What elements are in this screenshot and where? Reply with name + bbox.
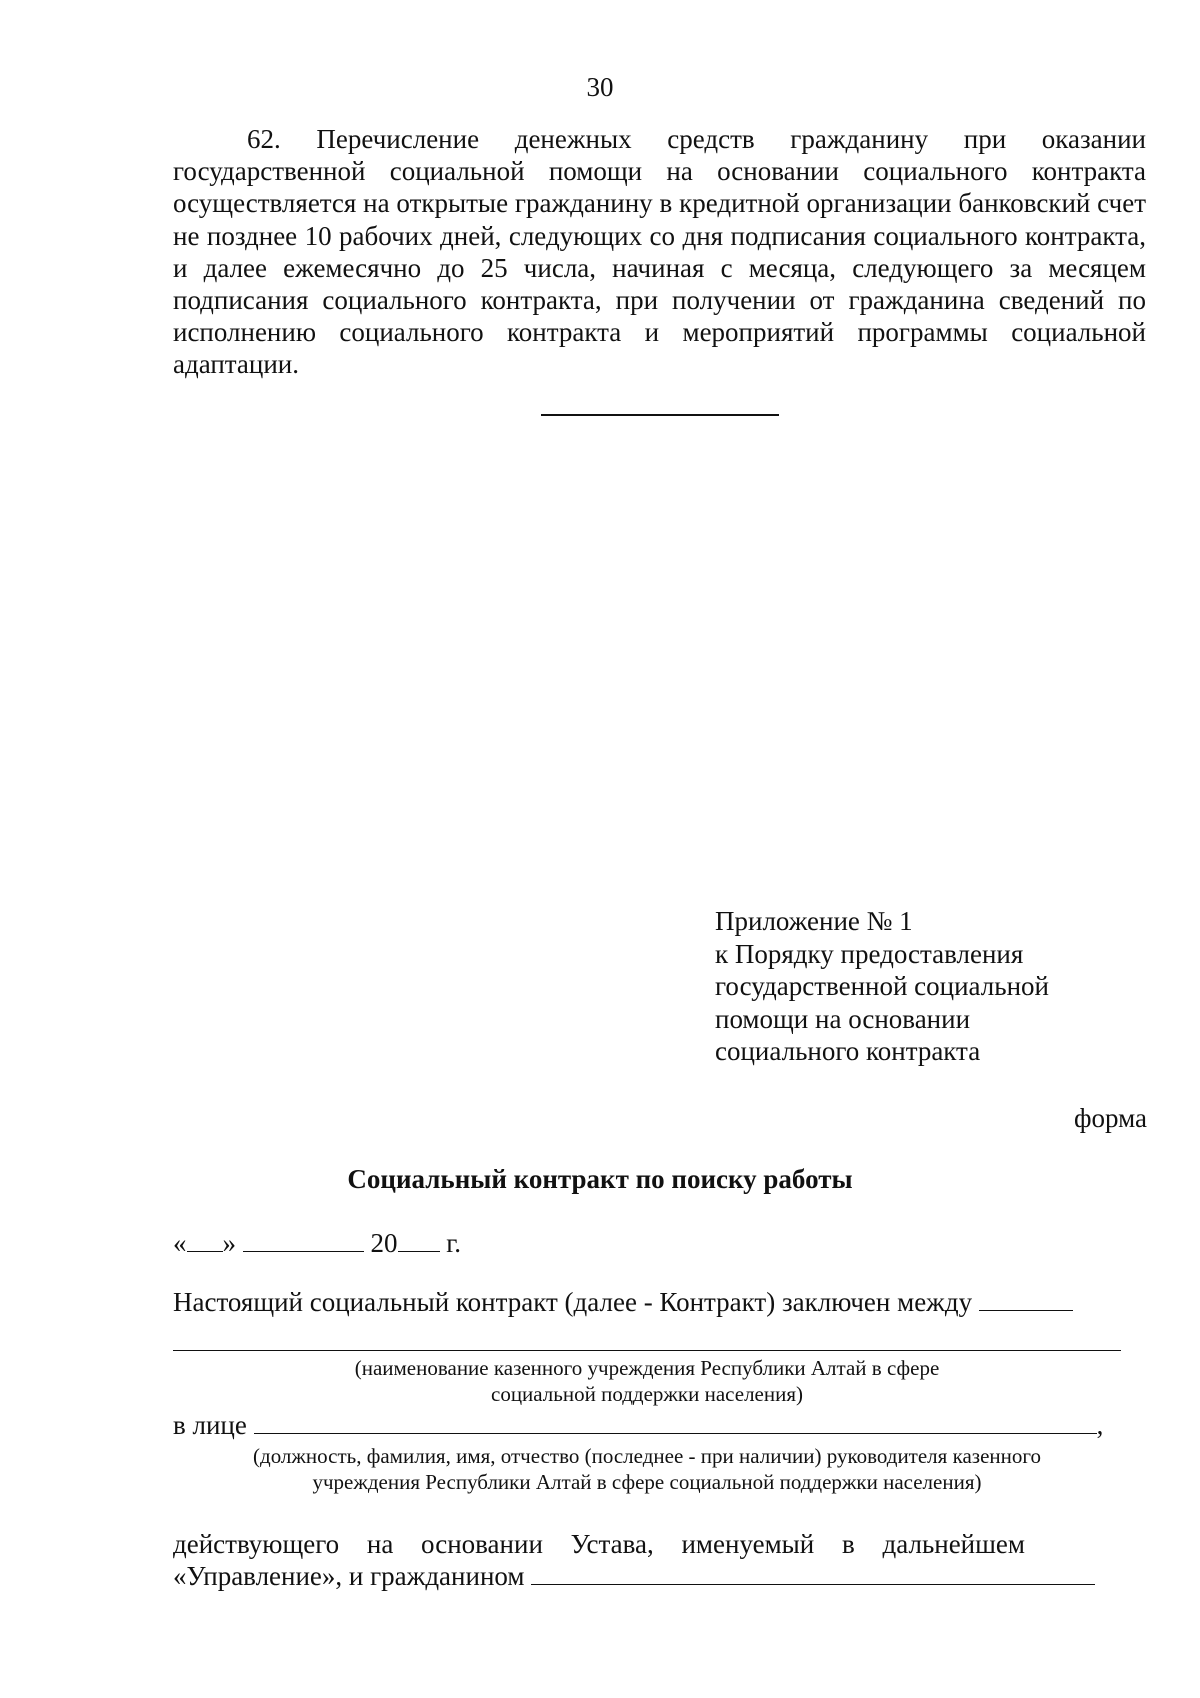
date-line [173, 1228, 461, 1259]
day-blank[interactable] [187, 1229, 223, 1252]
head-note-line-1: (должность, фамилия, имя, отчество (последнее - при наличии) руководителя казенного [253, 1444, 1041, 1468]
institution-note-line-2: социальной поддержки населения) [491, 1382, 803, 1406]
concluded-line [173, 1287, 1073, 1318]
appendix-line-5: социального контракта [715, 1036, 981, 1066]
head-note-line-2: учреждения Республики Алтай в сфере социальной поддержки населения) [312, 1470, 982, 1494]
appendix-line-1: Приложение № 1 [715, 906, 913, 936]
institution-note [173, 1355, 1121, 1407]
institution-blank-start[interactable] [979, 1288, 1073, 1311]
year-blank[interactable] [398, 1229, 440, 1252]
citizen-line [173, 1561, 1095, 1592]
appendix-line-2: к Порядку предоставления [715, 938, 1024, 969]
paragraph-62: 62. Перечисление денежных средств гражданину при оказании государственной социальной помощи на основании социального контракта осуществляется на открытые гражданину в кредитной организации банковский счет не позднее 10 рабочих дней, следующих со дня подписания социального контракта, и далее ежемесячно до 25 числа, начиная с месяца, следующего за месяцем подписания социального контракта, при получении от гражданина сведений по исполнению социального контракта и мероприятий программы социальной адаптации. [173, 124, 1146, 380]
appendix-line-4: помощи на основании [715, 1003, 971, 1034]
in-face-line [173, 1410, 1103, 1441]
separator-line [541, 414, 779, 416]
form-label: форма [1074, 1103, 1147, 1133]
acting-text: действующего на основании Устава, именуемый в дальнейшем [173, 1529, 1025, 1559]
head-note [173, 1443, 1121, 1495]
year-suffix: г. [446, 1228, 462, 1258]
institution-blank-line[interactable] [173, 1350, 1121, 1351]
in-face-comma: , [1096, 1410, 1104, 1440]
institution-note-line-1: (наименование казенного учреждения Республики Алтай в сфере [354, 1356, 940, 1380]
citizen-blank[interactable] [531, 1562, 1095, 1585]
open-quote: « [173, 1228, 187, 1258]
year-prefix: 20 [370, 1228, 398, 1258]
head-blank[interactable] [254, 1411, 1097, 1434]
close-quote: » [222, 1228, 236, 1258]
appendix-line-3: государственной социальной [715, 971, 1049, 1001]
page-number: 30 [586, 72, 614, 102]
citizen-text: «Управление», и гражданином [173, 1561, 525, 1591]
appendix-header [715, 905, 1049, 1068]
contract-title: Социальный контракт по поиску работы [347, 1164, 853, 1194]
month-blank[interactable] [243, 1229, 364, 1252]
in-face-label: в лице [173, 1410, 247, 1440]
concluded-text: Настоящий социальный контракт (далее - Контракт) заключен между [173, 1287, 973, 1317]
